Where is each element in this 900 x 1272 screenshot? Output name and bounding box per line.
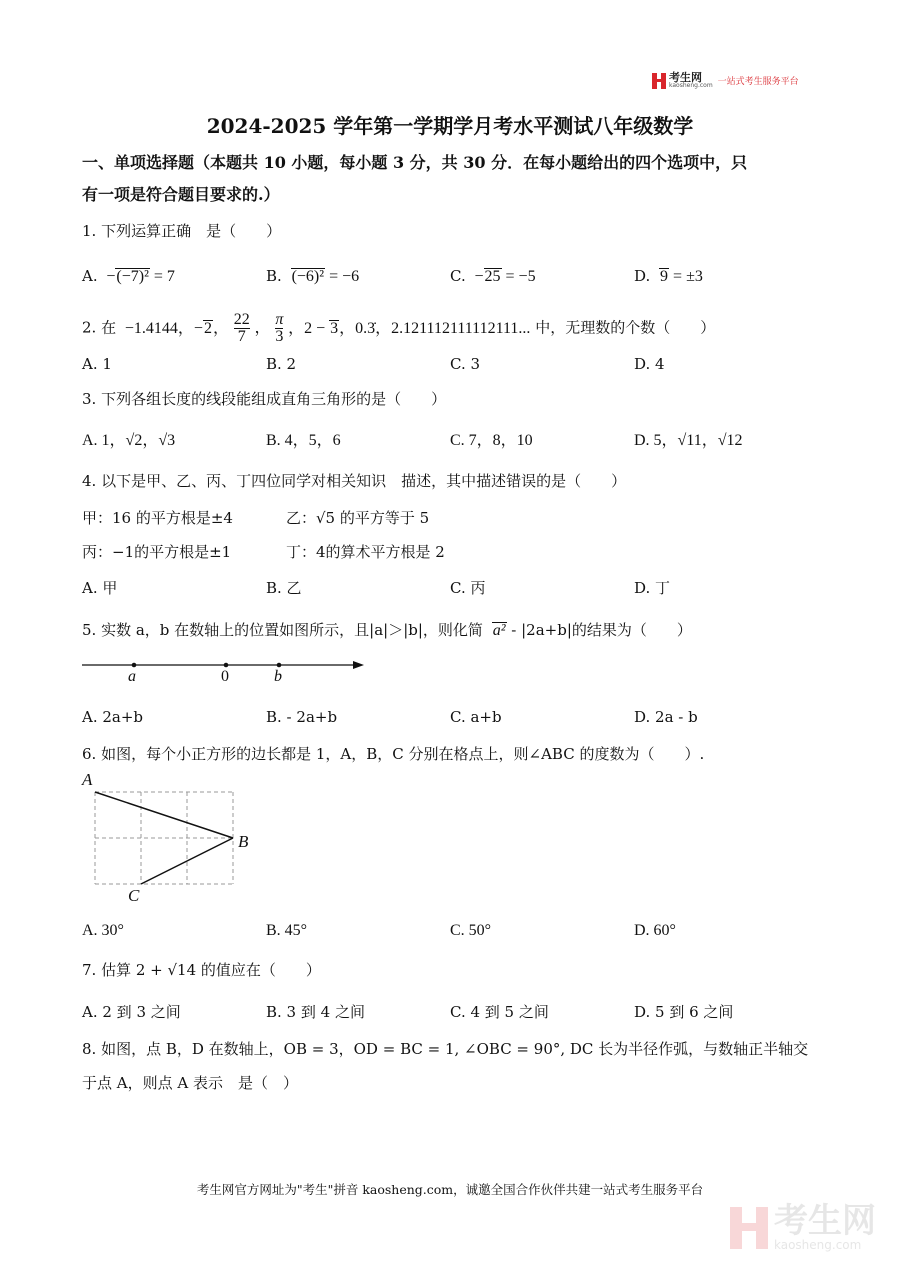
q1-option-a: A. −(−7)² = 7 [82, 267, 175, 285]
page-title: 2024-2025 学年第一学期学月考水平测试八年级数学 [206, 114, 694, 138]
q6-option-d: D. 60° [634, 922, 676, 939]
watermark-logo [730, 1201, 876, 1252]
header-logo [652, 72, 799, 89]
dashed-grid [95, 792, 233, 884]
q5-option-a: A. 2a+b [82, 708, 144, 726]
q1-option-b: B. (−6)² = −6 [266, 267, 360, 285]
q6-option-c: C. 50° [450, 922, 492, 939]
section-heading-line1: 一、单项选择题（本题共 10 小题，每小题 3 分，共 30 分．在每小题给出的四个选项中，只 [82, 153, 748, 172]
q7-stem: 7. 估算 2 + √14 的值应在（ ） [82, 961, 321, 979]
q4-option-b: B. 乙 [266, 579, 302, 597]
label-zero: 0 [221, 668, 229, 685]
q7-option-a: A. 2 到 3 之间 [82, 1003, 181, 1021]
vertex-b-label: B [238, 832, 249, 851]
q5-option-d: D. 2a - b [634, 708, 698, 726]
point-a [132, 663, 137, 668]
q4-statement-yi: 乙：√5 的平方等于 5 [286, 509, 430, 527]
q2-option-a: A. 1 [82, 355, 112, 373]
q4-stem: 4. 以下是甲、乙、丙、丁四位同学对相关知识 描述，其中描述错误的是（ ） [82, 472, 627, 490]
q3-stem: 3. 下列各组长度的线段能组成直角三角形的是（ ） [82, 390, 447, 408]
q3-option-a: A. 1，√2，√3 [82, 432, 176, 449]
logo-text: 考生网 [669, 71, 702, 84]
q7-option-c: C. 4 到 5 之间 [450, 1003, 549, 1021]
q2-stem: 2. 在 −1.4144，−2， $\frac{22}{7}$ ， $\frac{\pi}{3}$ ，2 − 3，0.3̇，2.121112111112111... 中，无理数的个数（ ） [82, 311, 716, 345]
q8-stem-line2: 于点 A，则点 A 表示 是（ ） [82, 1074, 298, 1092]
section-heading-line2: 有一项是符合题目要求的.） [82, 185, 280, 204]
grid-triangle-figure [80, 772, 280, 912]
q4-option-a: A. 甲 [82, 579, 118, 597]
watermark-text: 考生网 [774, 1201, 876, 1241]
vertex-c-label: C [128, 886, 140, 905]
q4-statement-jia: 甲：16 的平方根是±4 [82, 509, 233, 527]
q5-stem: 5. 实数 a，b 在数轴上的位置如图所示，且|a|＞|b|，则化简 a² - |2a+b|的结果为（ ） [82, 621, 692, 639]
point-b [277, 663, 282, 668]
logo-sub: kaosheng.com [669, 82, 713, 89]
q1-option-c: C. −25 = −5 [450, 267, 536, 285]
q2-option-d: D. 4 [634, 355, 665, 373]
logo-tagline: 一站式考生服务平台 [717, 77, 799, 87]
footer-text: 考生网官方网址为"考生"拼音 kaosheng.com，诚邀全国合作伙伴共建一站式考生服务平台 [196, 1182, 704, 1197]
q8-stem-line1: 8. 如图，点 B，D 在数轴上，OB = 3，OD = BC = 1, ∠OBC = 90°, DC 长为半径作弧，与数轴正半轴交 [82, 1040, 809, 1058]
q2-option-b: B. 2 [266, 355, 297, 373]
q3-option-d: D. 5，√11，√12 [634, 432, 743, 449]
q1-stem: 1. 下列运算正确 是（ ） [82, 222, 282, 240]
vertex-a-label: A [82, 770, 93, 789]
watermark-sub: kaosheng.com [774, 1238, 862, 1252]
q4-option-c: C. 丙 [450, 579, 486, 597]
q5-option-b: B. - 2a+b [266, 708, 338, 726]
q6-stem: 6. 如图，每个小正方形的边长都是 1，A，B，C 分别在格点上，则∠ABC 的度数为（ ）. [82, 745, 705, 763]
q6-option-b: B. 45° [266, 922, 308, 939]
q1-option-d: D. 9 = ±3 [634, 267, 703, 285]
logo-icon [652, 73, 666, 89]
q4-statement-bing: 丙：−1的平方根是±1 [82, 543, 232, 561]
q2-option-c: C. 3 [450, 355, 481, 373]
point-zero [224, 663, 229, 668]
watermark-icon [730, 1207, 768, 1249]
q6-option-a: A. 30° [82, 922, 124, 939]
q7-option-d: D. 5 到 6 之间 [634, 1003, 734, 1021]
q4-statement-ding: 丁：4的算术平方根是 2 [286, 543, 445, 561]
number-line-arrow [353, 661, 364, 669]
segment-ab [95, 792, 233, 838]
q3-option-c: C. 7，8，10 [450, 432, 533, 449]
label-a: a [128, 668, 136, 685]
q3-option-b: B. 4，5，6 [266, 432, 341, 449]
q5-option-c: C. a+b [450, 708, 502, 726]
q4-option-d: D. 丁 [634, 579, 671, 597]
q7-option-b: B. 3 到 4 之间 [266, 1003, 365, 1021]
label-b: b [274, 668, 282, 685]
